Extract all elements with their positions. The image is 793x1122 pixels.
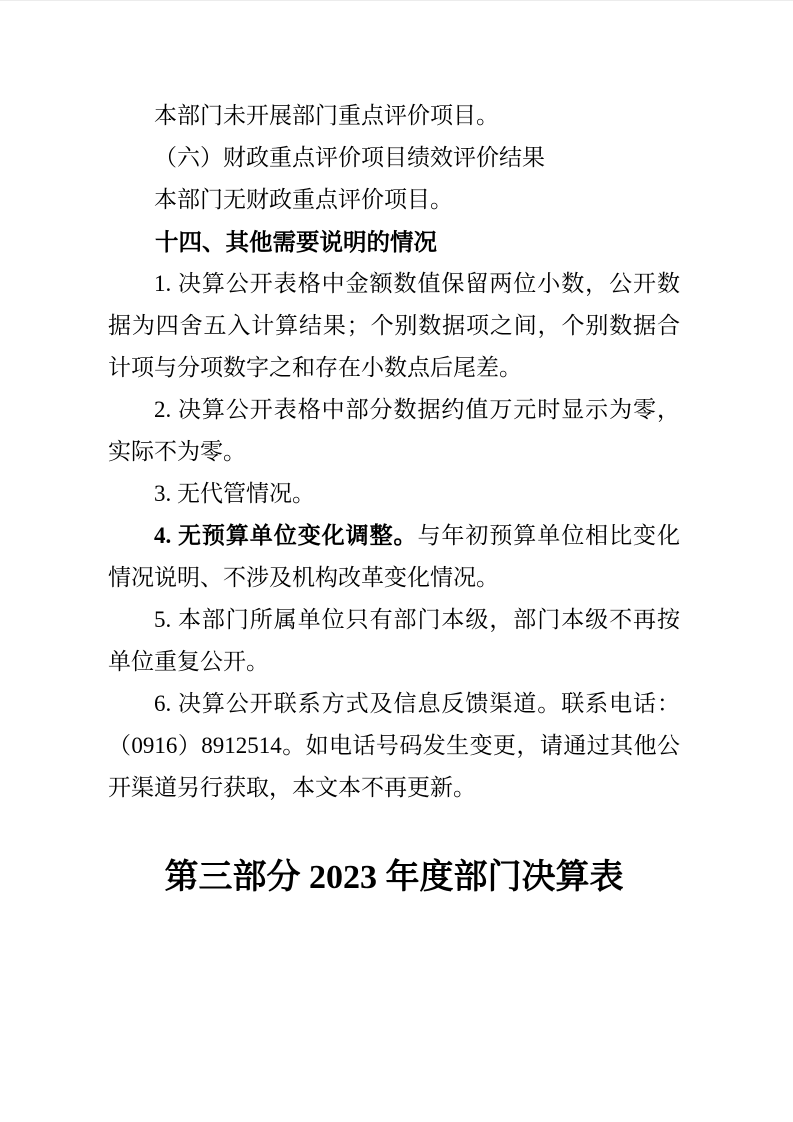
- subsection-heading-six: （六）财政重点评价项目绩效评价结果: [154, 145, 545, 170]
- note-item-5: 5. 本部门所属单位只有部门本级，部门本级不再按单位重复公开。: [108, 607, 680, 674]
- part-three-title: 第三部分 2023 年度部门决算表: [164, 859, 624, 896]
- document-body: [108, 95, 680, 903]
- paragraph-no-dept-eval: 本部门未开展部门重点评价项目。: [154, 103, 499, 128]
- page-top-edge: [0, 0, 793, 1]
- paragraph-no-finance-eval: 本部门无财政重点评价项目。: [154, 187, 453, 212]
- note-item-4-rest: 与年初预算单位相比变化情况说明、不涉及机构改革变化情况。: [108, 523, 681, 590]
- note-item-4-lead: 4. 无预算单位变化调整。: [154, 523, 418, 548]
- note-item-4: [108, 515, 680, 599]
- note-item-6: 6. 决算公开联系方式及信息反馈渠道。联系电话：（0916）8912514。如电话号码发生变更，请通过其他公开渠道另行获取，本文本不再更新。: [108, 691, 680, 800]
- note-item-2: 2. 决算公开表格中部分数据约值万元时显示为零，实际不为零。: [108, 397, 680, 464]
- section-heading-fourteen: 十四、其他需要说明的情况: [155, 229, 437, 255]
- note-item-3: 3. 无代管情况。: [154, 481, 315, 506]
- note-item-1: 1. 决算公开表格中金额数值保留两位小数，公开数据为四舍五入计算结果；个别数据项之间，个别数据合计项与分项数字之和存在小数点后尾差。: [108, 271, 680, 380]
